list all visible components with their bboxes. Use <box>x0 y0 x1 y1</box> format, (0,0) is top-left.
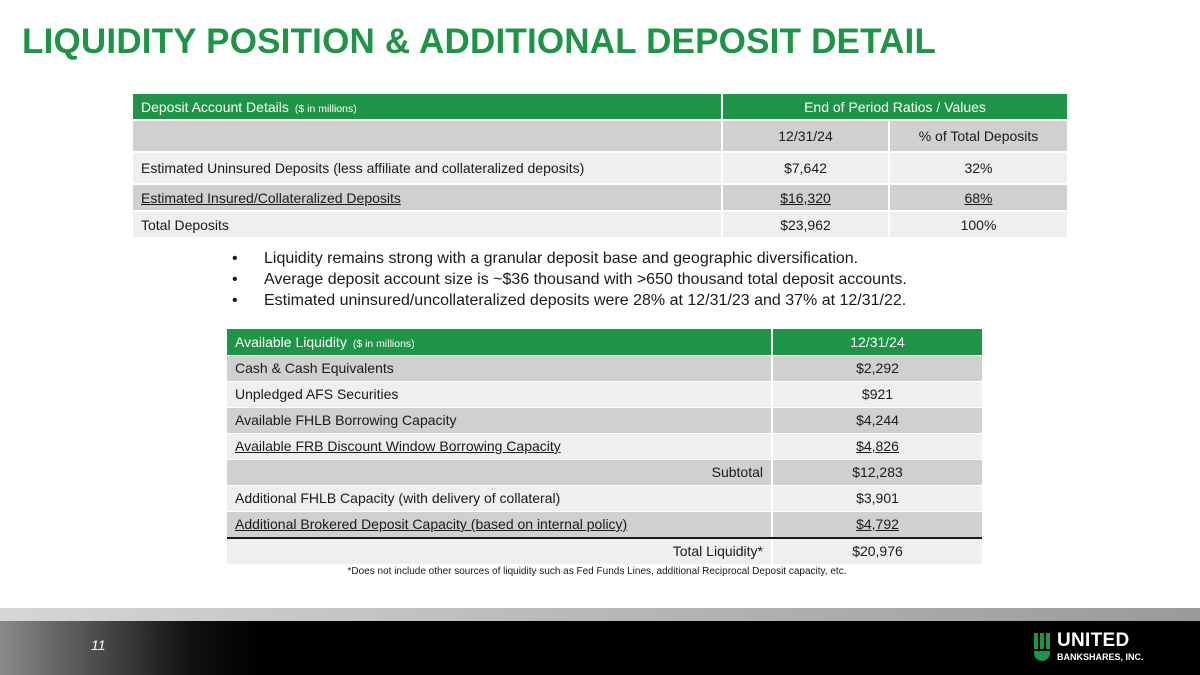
subtotal-row <box>227 459 982 485</box>
table-row <box>227 355 982 381</box>
bullet-icon: • <box>232 292 238 309</box>
table-row <box>227 511 982 538</box>
bullet-list <box>232 248 907 311</box>
row-value: $2,292 <box>772 355 982 381</box>
row-value: $16,320 <box>722 184 889 211</box>
row-pct: 100% <box>889 211 1067 238</box>
company-logo <box>1034 630 1154 667</box>
row-label: Total Deposits <box>133 211 722 238</box>
table-row <box>227 433 982 459</box>
bullet-text: Liquidity remains strong with a granular deposit base and geographic diversification. <box>264 250 859 267</box>
row-value: $7,642 <box>722 152 889 184</box>
liquidity-table-header-date: 12/31/24 <box>772 329 982 355</box>
row-value: $23,962 <box>722 211 889 238</box>
bullet-text: Estimated uninsured/uncollateralized deposits were 28% at 12/31/23 and 37% at 12/31/22. <box>264 292 907 309</box>
bullet-item <box>232 269 907 290</box>
bullet-item <box>232 290 907 311</box>
bullet-text: Average deposit account size is ~$36 thousand with >650 thousand total deposit accounts. <box>264 271 907 288</box>
deposit-table-col-date: 12/31/24 <box>722 120 889 152</box>
page-title: LIQUIDITY POSITION & ADDITIONAL DEPOSIT DETAIL <box>22 22 937 61</box>
bullet-icon: • <box>232 271 238 288</box>
table-row <box>227 485 982 511</box>
deposit-account-table <box>133 94 1067 239</box>
deposit-table-header-note: ($ in millions) <box>294 102 357 115</box>
row-value: $20,976 <box>772 538 982 565</box>
row-value: $4,244 <box>772 407 982 433</box>
bullet-icon: • <box>232 250 238 267</box>
row-label: Unpledged AFS Securities <box>227 381 772 407</box>
row-label: Total Liquidity* <box>227 538 772 565</box>
deposit-table-header-right: End of Period Ratios / Values <box>722 94 1067 120</box>
row-value: $3,901 <box>772 485 982 511</box>
total-row <box>227 538 982 565</box>
row-value: $4,792 <box>772 511 982 538</box>
table-row <box>227 381 982 407</box>
deposit-table-col-pct: % of Total Deposits <box>889 120 1067 152</box>
row-label: Available FRB Discount Window Borrowing Capacity <box>227 433 772 459</box>
row-label: Additional Brokered Deposit Capacity (based on internal policy) <box>227 511 772 538</box>
logo-name: UNITED <box>1057 630 1130 651</box>
row-pct: 68% <box>889 184 1067 211</box>
liquidity-table-header-label: Available Liquidity ($ in millions) <box>227 329 772 355</box>
page-number: 11 <box>91 637 106 653</box>
row-label: Estimated Insured/Collateralized Deposits <box>133 184 722 211</box>
deposit-table-subheader-blank <box>133 120 722 152</box>
available-liquidity-table <box>227 329 982 565</box>
row-label: Cash & Cash Equivalents <box>227 355 772 381</box>
table-row <box>133 211 1067 238</box>
table-row <box>227 407 982 433</box>
deposit-table-subheader-row <box>133 120 1067 152</box>
liquidity-table-header-note: ($ in millions) <box>352 337 415 350</box>
logo-mark-icon <box>1034 633 1050 661</box>
logo-subtitle: BANKSHARES, INC. <box>1057 652 1144 662</box>
table-row <box>133 152 1067 184</box>
row-pct: 32% <box>889 152 1067 184</box>
row-label: Available FHLB Borrowing Capacity <box>227 407 772 433</box>
table-row <box>133 184 1067 211</box>
row-value: $12,283 <box>772 459 982 485</box>
row-value: $921 <box>772 381 982 407</box>
row-label: Additional FHLB Capacity (with delivery of collateral) <box>227 485 772 511</box>
liquidity-table-header-row <box>227 329 982 355</box>
footnote: *Does not include other sources of liquidity such as Fed Funds Lines, additional Reciprocal Deposit capacity, etc. <box>347 566 847 577</box>
deposit-table-header-row <box>133 94 1067 120</box>
footer-bar <box>0 621 1200 675</box>
deposit-table-header-label: Deposit Account Details ($ in millions) <box>133 94 722 120</box>
row-value: $4,826 <box>772 433 982 459</box>
bullet-item <box>232 248 907 269</box>
row-label: Subtotal <box>227 459 772 485</box>
row-label: Estimated Uninsured Deposits (less affiliate and collateralized deposits) <box>133 152 722 184</box>
footer-divider <box>0 608 1200 621</box>
